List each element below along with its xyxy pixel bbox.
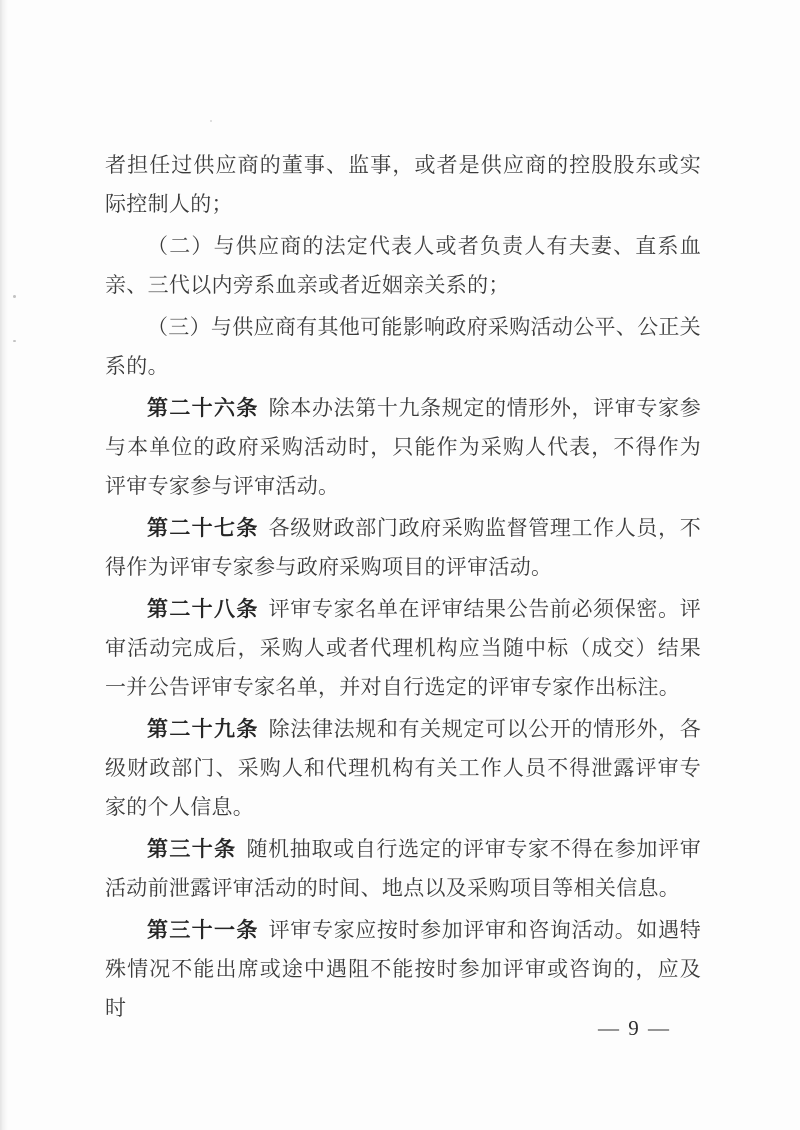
scan-speck [210,120,212,122]
page-left-edge-shadow [0,0,8,1130]
article-number: 第三十一条 [147,919,259,942]
page-number: — 9 — [598,1016,671,1040]
paragraph-text: 除法律法规和有关规定可以公开的情形外，各级财政部门、采购人和代理机构有关工作人员不得泄露评审专家的个人信息。 [105,717,702,819]
paragraph-continuation [105,146,701,224]
paragraph-item-2 [105,227,701,305]
article-number: 第三十条 [147,838,237,861]
article-number: 第二十七条 [147,517,259,540]
article-number: 第二十九条 [147,718,259,741]
paragraph-article-29 [105,710,701,827]
article-number: 第二十八条 [147,598,259,621]
paragraph-article-26 [105,389,701,506]
paragraph-text: 随机抽取或自行选定的评审专家不得在参加评审活动前泄露评审活动的时间、地点以及采购项目等相关信息。 [105,837,701,900]
paragraph-text: （三）与供应商有其他可能影响政府采购活动公平、公正关系的。 [105,315,701,378]
paragraph-article-30 [105,830,701,908]
paragraph-text: 者担任过供应商的董事、监事，或者是供应商的控股股东或实际控制人的； [105,153,701,216]
paragraph-article-28 [105,590,701,707]
paragraph-text: （二）与供应商的法定代表人或者负责人有夫妻、直系血亲、三代以内旁系血亲或者近姻亲关系的； [105,234,701,297]
paragraph-article-31 [105,911,701,1028]
paragraph-text: 除本办法第十九条规定的情形外，评审专家参与本单位的政府采购活动时，只能作为采购人代表，不得作为评审专家参与评审活动。 [105,396,702,498]
paragraph-article-27 [105,509,701,587]
paragraph-text: 评审专家应按时参加评审和咨询活动。如遇特殊情况不能出席或途中遇阻不能按时参加评审或咨询的，应及时 [105,918,702,1020]
scan-speck [13,295,16,298]
scan-speck [13,340,16,342]
article-number: 第二十六条 [147,397,259,420]
paragraph-item-3 [105,308,701,386]
paragraph-text: 各级财政部门政府采购监督管理工作人员，不得作为评审专家参与政府采购项目的评审活动。 [105,516,702,579]
document-text-block [105,146,701,1028]
paragraph-text: 评审专家名单在评审结果公告前必须保密。评审活动完成后，采购人或者代理机构应当随中标（成交）结果一并公告评审专家名单，并对自行选定的评审专家作出标注。 [105,597,702,699]
